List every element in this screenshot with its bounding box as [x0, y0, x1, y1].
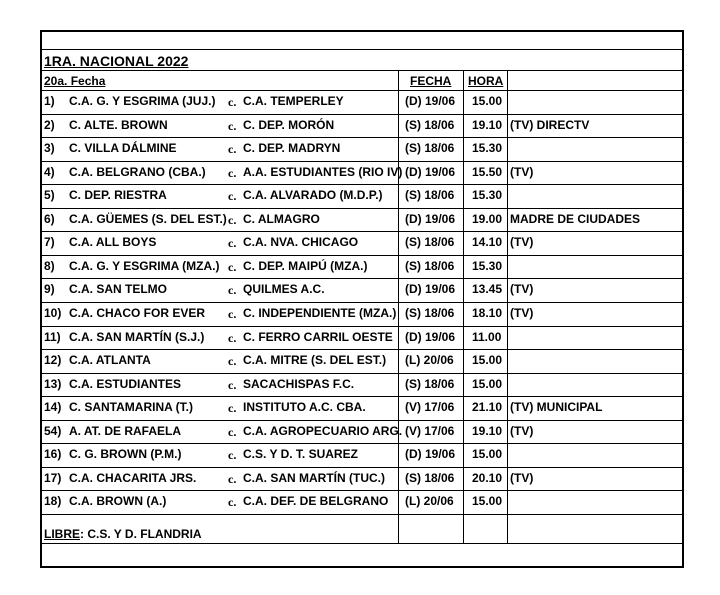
away-team: C.S. Y D. T. SUAREZ — [243, 447, 358, 462]
away-team: C. ALMAGRO — [243, 211, 320, 226]
match-time: 15.00 — [472, 94, 503, 108]
away-team: C.A. SAN MARTÍN (TUC.) — [243, 470, 385, 485]
match-date: (L) 20/06 — [405, 494, 454, 509]
versus-marker: c. — [228, 142, 237, 157]
match-date: (V) 17/06 — [405, 423, 455, 438]
match-number: 16) — [44, 447, 62, 462]
match-number: 14) — [44, 400, 62, 415]
versus-marker: c. — [228, 189, 237, 204]
versus-marker: c. — [228, 306, 237, 321]
versus-marker: c. — [228, 377, 237, 392]
row-divider — [42, 161, 682, 162]
match-number: 5) — [44, 188, 55, 203]
away-team: QUILMES A.C. — [243, 282, 325, 297]
versus-marker: c. — [228, 259, 237, 274]
rule-header — [42, 90, 682, 91]
match-number: 9) — [44, 282, 55, 297]
match-number: 54) — [44, 423, 62, 438]
match-time: 11.00 — [472, 329, 502, 344]
home-team: C.A. CHACARITA JRS. — [69, 470, 197, 485]
away-team: A.A. ESTUDIANTES (RIO IV) — [243, 164, 403, 179]
match-time: 18.10 — [472, 305, 503, 320]
match-date: (L) 20/06 — [405, 353, 454, 368]
match-time: 15.30 — [472, 141, 503, 156]
row-divider — [42, 326, 682, 327]
match-date: (S) 18/06 — [405, 376, 455, 391]
row-divider — [42, 137, 682, 138]
versus-marker: c. — [228, 448, 237, 463]
match-date: (S) 18/06 — [405, 470, 455, 485]
away-team: C. DEP. MAIPÚ (MZA.) — [243, 258, 368, 273]
match-time: 15.30 — [472, 188, 503, 203]
versus-marker: c. — [228, 118, 237, 133]
tv-info: (TV) DIRECTV — [510, 117, 590, 132]
versus-marker: c. — [228, 495, 237, 510]
row-divider — [42, 278, 682, 279]
match-time: 13.45 — [472, 282, 503, 297]
match-number: 18) — [44, 494, 62, 509]
home-team: C. SANTAMARINA (T.) — [69, 400, 193, 415]
match-time: 19.10 — [472, 117, 503, 132]
away-team: C. DEP. MADRYN — [243, 141, 341, 156]
tv-info: (TV) — [510, 305, 534, 320]
match-date: (D) 19/06 — [405, 282, 456, 297]
row-divider — [42, 514, 682, 515]
home-team: C.A. BELGRANO (CBA.) — [69, 164, 206, 179]
match-number: 10) — [44, 305, 62, 320]
match-time: 15.00 — [472, 494, 503, 509]
away-team: C.A. AGROPECUARIO ARG. — [243, 423, 403, 438]
away-team: C. DEP. MORÓN — [243, 117, 335, 132]
match-time: 15.00 — [472, 353, 503, 368]
tv-info: (TV) MUNICIPAL — [510, 400, 603, 415]
tv-info: MADRE DE CIUDADES — [510, 211, 641, 226]
match-date: (S) 18/06 — [405, 235, 455, 250]
match-date: (D) 19/06 — [405, 211, 456, 226]
match-date: (S) 18/06 — [405, 141, 455, 156]
rule-bottom — [42, 543, 682, 544]
fixture-sheet — [40, 30, 684, 568]
match-date: (S) 18/06 — [405, 117, 455, 132]
match-number: 12) — [44, 353, 62, 368]
rule-title — [42, 70, 682, 71]
row-divider — [42, 349, 682, 350]
home-team: C.A. SAN TELMO — [69, 282, 167, 297]
match-date: (V) 17/06 — [405, 400, 455, 415]
home-team: C. DEP. RIESTRA — [69, 188, 167, 203]
versus-marker: c. — [228, 165, 237, 180]
away-team: C.A. DEF. DE BELGRANO — [243, 494, 389, 509]
away-team: C.A. NVA. CHICAGO — [243, 235, 359, 250]
row-divider — [42, 231, 682, 232]
match-time: 19.10 — [472, 423, 503, 438]
home-team: C.A. ATLANTA — [69, 353, 151, 368]
rule-top-band — [42, 49, 682, 50]
row-divider — [42, 114, 682, 115]
row-divider — [42, 420, 682, 421]
versus-marker: c. — [228, 401, 237, 416]
home-team: C. ALTE. BROWN — [69, 117, 168, 132]
libre-row — [44, 527, 202, 541]
match-number: 11) — [44, 329, 61, 344]
match-date: (D) 19/06 — [405, 94, 456, 108]
home-team: C.A. G. Y ESGRIMA (MZA.) — [69, 258, 220, 273]
home-team: C. VILLA DÁLMINE — [69, 141, 177, 156]
match-time: 15.50 — [472, 164, 503, 179]
match-time: 15.00 — [472, 376, 503, 391]
row-divider — [42, 255, 682, 256]
away-team: C.A. ALVARADO (M.D.P.) — [243, 188, 383, 203]
row-divider — [42, 443, 682, 444]
match-number: 6) — [44, 211, 55, 226]
match-date: (D) 19/06 — [405, 447, 456, 462]
match-number: 3) — [44, 141, 55, 156]
home-team: C.A. ALL BOYS — [69, 235, 157, 250]
tv-info: (TV) — [510, 470, 534, 485]
row-divider — [42, 467, 682, 468]
match-number: 13) — [44, 376, 62, 391]
home-team: C.A. SAN MARTÍN (S.J.) — [69, 329, 205, 344]
match-date: (D) 19/06 — [405, 329, 456, 344]
match-number: 4) — [44, 164, 55, 179]
row-divider — [42, 302, 682, 303]
versus-marker: c. — [228, 354, 237, 369]
row-divider — [42, 396, 682, 397]
tv-info: (TV) — [510, 235, 534, 250]
match-number: 7) — [44, 235, 55, 250]
home-team: C. G. BROWN (P.M.) — [69, 447, 182, 462]
time-header: HORA — [468, 74, 504, 88]
match-number: 8) — [44, 258, 55, 273]
match-time: 20.10 — [472, 470, 503, 485]
match-time: 14.10 — [472, 235, 503, 250]
home-team: C.A. ESTUDIANTES — [69, 376, 182, 391]
row-divider — [42, 490, 682, 491]
away-team: C. FERRO CARRIL OESTE — [243, 329, 393, 344]
date-header: FECHA — [410, 74, 452, 88]
home-team: C.A. BROWN (A.) — [69, 494, 167, 509]
col-line-date — [398, 70, 399, 543]
tv-info: (TV) — [510, 423, 534, 438]
match-number: 17) — [44, 470, 62, 485]
away-team: SACACHISPAS F.C. — [243, 376, 355, 391]
libre-team: : C.S. Y D. FLANDRIA — [80, 527, 202, 541]
away-team: C. INDEPENDIENTE (MZA.) — [243, 305, 397, 320]
versus-marker: c. — [228, 283, 237, 298]
match-date: (S) 18/06 — [405, 305, 455, 320]
tv-info: (TV) — [510, 164, 534, 179]
row-divider — [42, 373, 682, 374]
home-team: C.A. GÜEMES (S. DEL EST.) — [69, 211, 227, 226]
match-date: (D) 19/06 — [405, 164, 456, 179]
versus-marker: c. — [228, 471, 237, 486]
versus-marker: c. — [228, 212, 237, 227]
match-date: (S) 18/06 — [405, 258, 455, 273]
home-team: A. AT. DE RAFAELA — [69, 423, 182, 438]
away-team: C.A. TEMPERLEY — [243, 94, 344, 108]
away-team: INSTITUTO A.C. CBA. — [243, 400, 366, 415]
home-team: C.A. CHACO FOR EVER — [69, 305, 206, 320]
tv-info: (TV) — [510, 282, 534, 297]
col-line-time — [463, 70, 464, 543]
match-time: 19.00 — [472, 211, 503, 226]
versus-marker: c. — [228, 424, 237, 439]
col-line-tv — [507, 70, 508, 543]
libre-label: LIBRE — [44, 527, 80, 541]
round-label: 20a. Fecha — [44, 74, 106, 88]
match-time: 15.00 — [472, 447, 503, 462]
versus-marker: c. — [228, 236, 237, 251]
versus-marker: c. — [228, 95, 237, 109]
match-date: (S) 18/06 — [405, 188, 455, 203]
row-divider — [42, 184, 682, 185]
match-time: 15.30 — [472, 258, 503, 273]
match-number: 2) — [44, 117, 55, 132]
match-time: 21.10 — [472, 400, 503, 415]
versus-marker: c. — [228, 330, 237, 345]
page-title: 1RA. NACIONAL 2022 — [44, 53, 189, 69]
row-divider — [42, 208, 682, 209]
home-team: C.A. G. Y ESGRIMA (JUJ.) — [69, 94, 216, 108]
match-number: 1) — [44, 94, 55, 108]
away-team: C.A. MITRE (S. DEL EST.) — [243, 353, 387, 368]
